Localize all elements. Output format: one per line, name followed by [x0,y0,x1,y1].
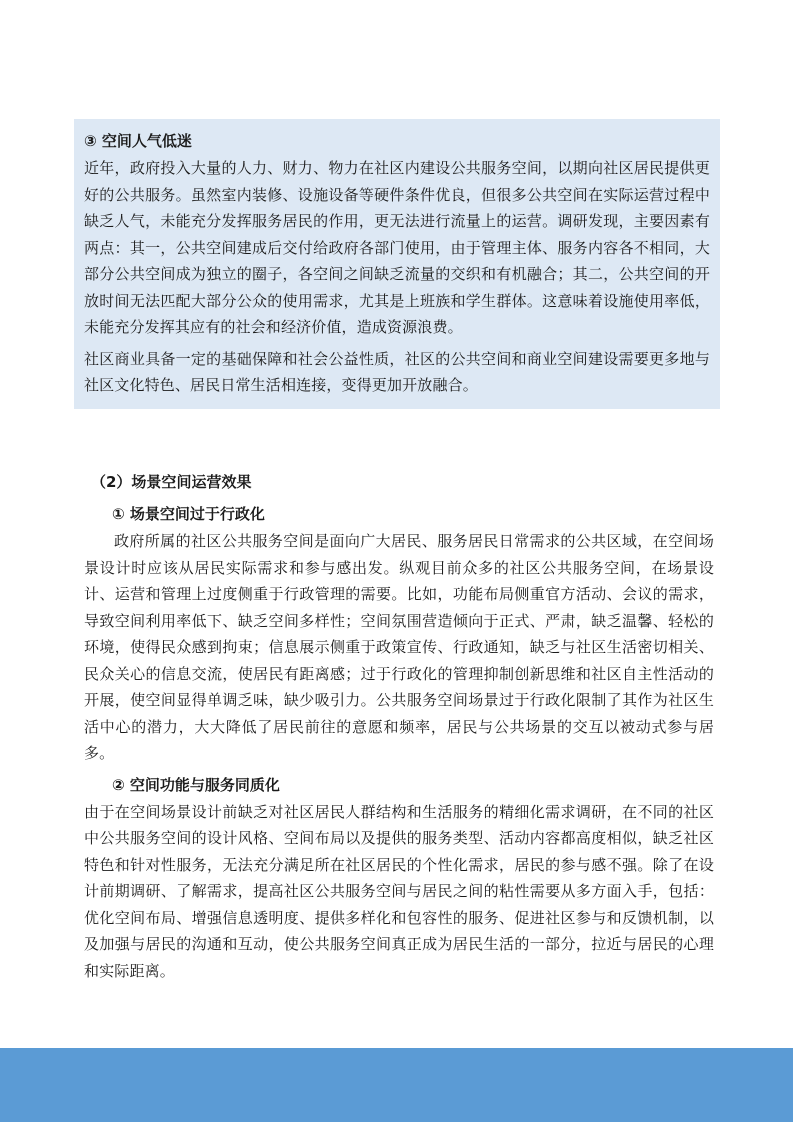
subsection-title-1: ① 场景空间过于行政化 [112,505,265,523]
box-paragraph-2: 社区商业具备一定的基础保障和社会公益性质，社区的公共空间和商业空间建设需要更多地与社区文化特色、居民日常生活相连接，变得更加开放融合。 [84,349,710,394]
box-heading: ③ 空间人气低迷 [84,132,192,150]
highlight-box [74,119,720,409]
footer-band [0,1048,793,1122]
scene-operation-section [84,470,714,984]
subsection-body-1: 政府所属的社区公共服务空间是面向广大居民、服务居民日常需求的公共区域，在空间场景设计时应该从居民实际需求和参与感出发。纵观目前众多的社区公共服务空间，在场景设计、运营和管理上过度侧重于行政管理的需要。比如，功能布局侧重官方活动、会议的需求，导致空间利用率低下、缺乏空间多样性；空间氛围营造倾向于正式、严肃，缺乏温馨、轻松的环境，使得民众感到拘束；信息展示侧重于政策宣传、行政通知，缺乏与社区生活密切相关、民众关心的信息交流，使居民有距离感；过于行政化的管理抑制创新思维和社区自主性活动的开展，使空间显得单调乏味，缺少吸引力。公共服务空间场景过于行政化限制了其作为社区生活中心的潜力，大大降低了居民前往的意愿和频率，居民与公共场景的交互以被动式参与居多。 [84,532,714,762]
section-title: （2）场景空间运营效果 [91,473,252,491]
box-paragraph-1: 近年，政府投入大量的人力、财力、物力在社区内建设公共服务空间，以期向社区居民提供更好的公共服务。虽然室内装修、设施设备等硬件条件优良，但很多公共空间在实际运营过程中缺乏人气，未能充分发挥服务居民的作用，更无法进行流量上的运营。调研发现，主要因素有两点：其一，公共空间建成后交付给政府各部门使用，由于管理主体、服务内容各不相同，大部分公共空间成为独立的圈子，各空间之间缺乏流量的交织和有机融合；其二，公共空间的开放时间无法匹配大部分公众的使用需求，尤其是上班族和学生群体。这意味着设施使用率低，未能充分发挥其应有的社会和经济价值，造成资源浪费。 [84,159,710,336]
subsection-title-2: ② 空间功能与服务同质化 [112,775,280,794]
subsection-body-2: 由于在空间场景设计前缺乏对社区居民人群结构和生活服务的精细化需求调研，在不同的社区中公共服务空间的设计风格、空间布局以及提供的服务类型、活动内容都高度相似，缺乏社区特色和针对性服务，无法充分满足所在社区居民的个性化需求，居民的参与感不强。除了在设计前期调研、了解需求，提高社区公共服务空间与居民之间的粘性需要从多方面入手，包括：优化空间布局、增强信息透明度、提供多样化和包容性的服务、促进社区参与和反馈机制，以及加强与居民的沟通和互动，使公共服务空间真正成为居民生活的一部分，拉近与居民的心理和实际距离。 [84,802,714,980]
